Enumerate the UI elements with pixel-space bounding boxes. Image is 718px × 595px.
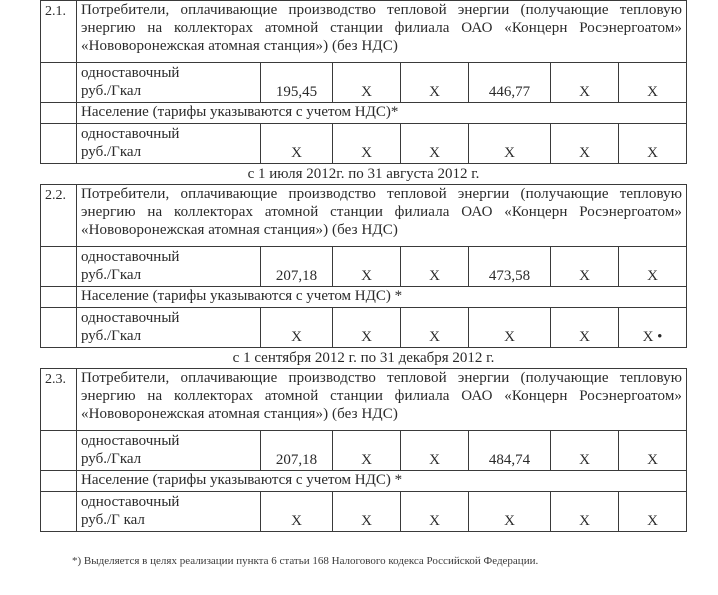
tariff-value: 207,18 xyxy=(261,247,333,287)
rate-type: одноставочный xyxy=(81,433,180,449)
rate-type: одноставочный xyxy=(81,310,180,326)
tariff-row xyxy=(41,431,687,471)
tariff-value: Х xyxy=(551,431,619,471)
tariff-value: Х xyxy=(401,492,469,532)
tariff-value: Х xyxy=(469,492,551,532)
population-tariff-row xyxy=(41,492,687,532)
section-number: 2.3. xyxy=(41,369,77,431)
tariff-value: 207,18 xyxy=(261,431,333,471)
section-row xyxy=(41,369,687,431)
period-heading: с 1 сентября 2012 г. по 31 декабря 2012 г. xyxy=(41,348,687,369)
unit-label: руб./Гкал xyxy=(81,267,142,283)
unit-cell xyxy=(77,308,261,348)
rate-type: одноставочный xyxy=(81,65,180,81)
period-row xyxy=(41,164,687,185)
tariff-value: Х xyxy=(333,63,401,103)
tariff-value: Х xyxy=(401,431,469,471)
consumer-description: Потребители, оплачивающие производство тепловой энергии (получающие тепловую энергию на коллекторах атомной станции филиала ОАО «Концерн Росэнергоатом» «Нововоронежская атомная станция») (без НДС) xyxy=(77,1,687,63)
tariff-row xyxy=(41,63,687,103)
section-row xyxy=(41,185,687,247)
population-label: Население (тарифы указываются с учетом НДС) * xyxy=(77,471,687,492)
population-tariff-row xyxy=(41,124,687,164)
footnote: *) Выделяется в целях реализации пункта 6 статьи 168 Налогового кодекса Российской Федерации. xyxy=(72,555,539,567)
rate-type: одноставочный xyxy=(81,494,180,510)
tariff-row xyxy=(41,247,687,287)
tariff-value: Х xyxy=(261,492,333,532)
tariff-value: Х xyxy=(333,431,401,471)
rate-type: одноставочный xyxy=(81,126,180,142)
tariff-value: Х xyxy=(333,124,401,164)
rate-type: одноставочный xyxy=(81,249,180,265)
population-tariff-row xyxy=(41,308,687,348)
tariff-value: Х xyxy=(261,308,333,348)
unit-label: руб./Гкал xyxy=(81,328,142,344)
tariff-value: 484,74 xyxy=(469,431,551,471)
tariff-document xyxy=(40,0,686,532)
tariff-value: 446,77 xyxy=(469,63,551,103)
tariff-value: Х xyxy=(401,308,469,348)
tariff-value: Х xyxy=(469,124,551,164)
tariff-value: Х xyxy=(333,247,401,287)
section-number: 2.2. xyxy=(41,185,77,247)
section-row xyxy=(41,1,687,63)
tariff-value: Х xyxy=(619,63,687,103)
tariff-value: Х xyxy=(551,308,619,348)
tariff-value: Х xyxy=(619,124,687,164)
tariff-value: Х xyxy=(551,63,619,103)
tariff-value: Х xyxy=(401,63,469,103)
tariff-value: 473,58 xyxy=(469,247,551,287)
population-label: Население (тарифы указываются с учетом НДС)* xyxy=(77,103,687,124)
tariff-value: Х xyxy=(333,308,401,348)
population-row xyxy=(41,287,687,308)
tariff-value: Х xyxy=(333,492,401,532)
unit-cell xyxy=(77,63,261,103)
tariff-value: Х xyxy=(619,431,687,471)
unit-label: руб./Гкал xyxy=(81,83,142,99)
tariff-value: 195,45 xyxy=(261,63,333,103)
unit-cell xyxy=(77,431,261,471)
tariff-value: Х • xyxy=(619,308,687,348)
population-row xyxy=(41,471,687,492)
tariff-value: Х xyxy=(401,247,469,287)
consumer-description: Потребители, оплачивающие производство тепловой энергии (получающие тепловую энергию на коллекторах атомной станции филиала ОАО «Концерн Росэнергоатом» «Нововоронежская атомная станция») (без НДС) xyxy=(77,185,687,247)
tariff-value: Х xyxy=(619,492,687,532)
tariff-value: Х xyxy=(469,308,551,348)
period-heading: с 1 июля 2012г. по 31 августа 2012 г. xyxy=(41,164,687,185)
period-row xyxy=(41,348,687,369)
unit-label: руб./Гкал xyxy=(81,144,142,160)
tariff-value: Х xyxy=(551,247,619,287)
tariff-table xyxy=(40,0,687,532)
unit-cell xyxy=(77,124,261,164)
unit-label: руб./Гкал xyxy=(81,451,142,467)
section-number: 2.1. xyxy=(41,1,77,63)
tariff-value: Х xyxy=(401,124,469,164)
population-label: Население (тарифы указываются с учетом НДС) * xyxy=(77,287,687,308)
consumer-description: Потребители, оплачивающие производство тепловой энергии (получающие тепловую энергию на коллекторах атомной станции филиала ОАО «Концерн Росэнергоатом» «Нововоронежская атомная станция») (без НДС) xyxy=(77,369,687,431)
tariff-value: Х xyxy=(619,247,687,287)
tariff-value: Х xyxy=(261,124,333,164)
tariff-value: Х xyxy=(551,492,619,532)
unit-cell xyxy=(77,492,261,532)
population-row xyxy=(41,103,687,124)
unit-label: руб./Г кал xyxy=(81,512,145,528)
tariff-value: Х xyxy=(551,124,619,164)
unit-cell xyxy=(77,247,261,287)
